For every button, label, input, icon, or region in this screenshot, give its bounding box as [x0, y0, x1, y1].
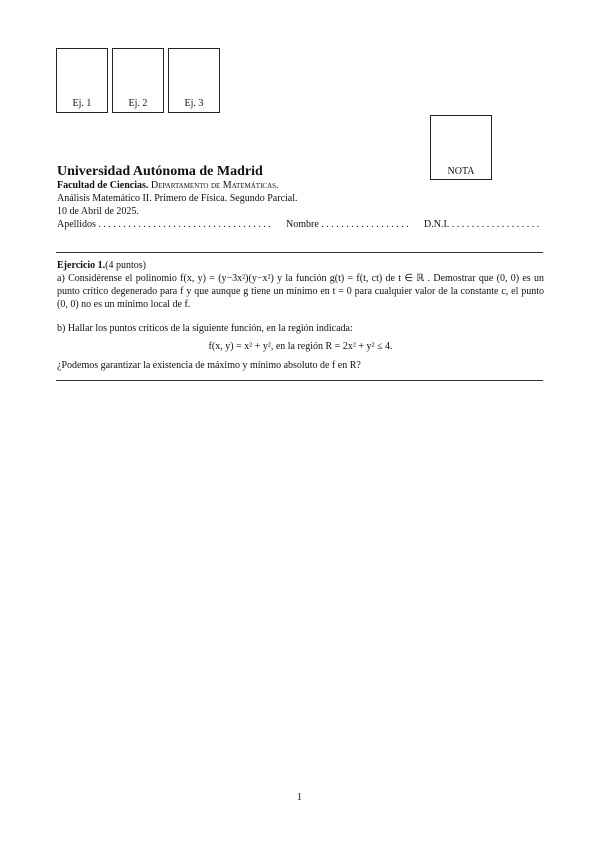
exercise-part-b-formula: f(x, y) = x² + y², en la región R = 2x² + y² ≤ 4.	[208, 341, 393, 352]
faculty-line	[57, 180, 279, 191]
score-box-ej3	[168, 48, 220, 113]
divider-top	[56, 252, 543, 253]
course-line: Análisis Matemático II. Primero de Física. Segundo Parcial.	[57, 193, 298, 204]
dni-label: D.N.I.	[424, 219, 450, 230]
grade-label: NOTA	[447, 166, 475, 177]
page-number: 1	[297, 792, 302, 803]
score-box-label: Ej. 1	[72, 98, 92, 109]
nombre-field[interactable]	[286, 219, 409, 230]
faculty-name: Facultad de Ciencias.	[57, 180, 149, 191]
score-box-ej1	[56, 48, 108, 113]
apellidos-field[interactable]	[57, 219, 271, 230]
exercise-number: Ejercicio 1.	[57, 260, 106, 271]
score-box-label: Ej. 2	[128, 98, 148, 109]
dni-blank: . . . . . . . . . . . . . . . . . .	[449, 219, 540, 230]
exercise-part-b-question: ¿Podemos garantizar la existencia de máximo y mínimo absoluto de f en R?	[57, 360, 361, 371]
exercise-points: (4 puntos)	[105, 260, 146, 271]
department-name: Departamento de Matemáticas.	[150, 180, 279, 191]
divider-bottom	[56, 380, 543, 381]
grade-box	[430, 115, 492, 180]
exercise-part-b-intro: b) Hallar los puntos críticos de la siguiente función, en la región indicada:	[57, 323, 353, 334]
university-name: Universidad Autónoma de Madrid	[57, 164, 263, 179]
apellidos-blank: . . . . . . . . . . . . . . . . . . . . . . . . . . . . . . . . . . .	[95, 219, 271, 230]
dni-field[interactable]	[424, 219, 539, 230]
nombre-label: Nombre	[286, 219, 319, 230]
apellidos-label: Apellidos	[57, 219, 96, 230]
score-box-label: Ej. 3	[184, 98, 204, 109]
nombre-blank: . . . . . . . . . . . . . . . . . .	[318, 219, 409, 230]
exam-date: 10 de Abril de 2025.	[57, 206, 139, 217]
score-box-ej2	[112, 48, 164, 113]
exercise-title	[57, 260, 146, 271]
exercise-part-a: a) Considérense el polinomio f(x, y) = (y−3x²)(y−x²) y la función g(t) = f(t, ct) de t ∈ ℝ . Demostrar que (0, 0) es un punto crítico degenerado para f y que aunque g tiene un mínimo en t = 0 para cualquier valor de la constante c, el punto (0, 0) no es un mínimo local de f.	[57, 273, 544, 310]
